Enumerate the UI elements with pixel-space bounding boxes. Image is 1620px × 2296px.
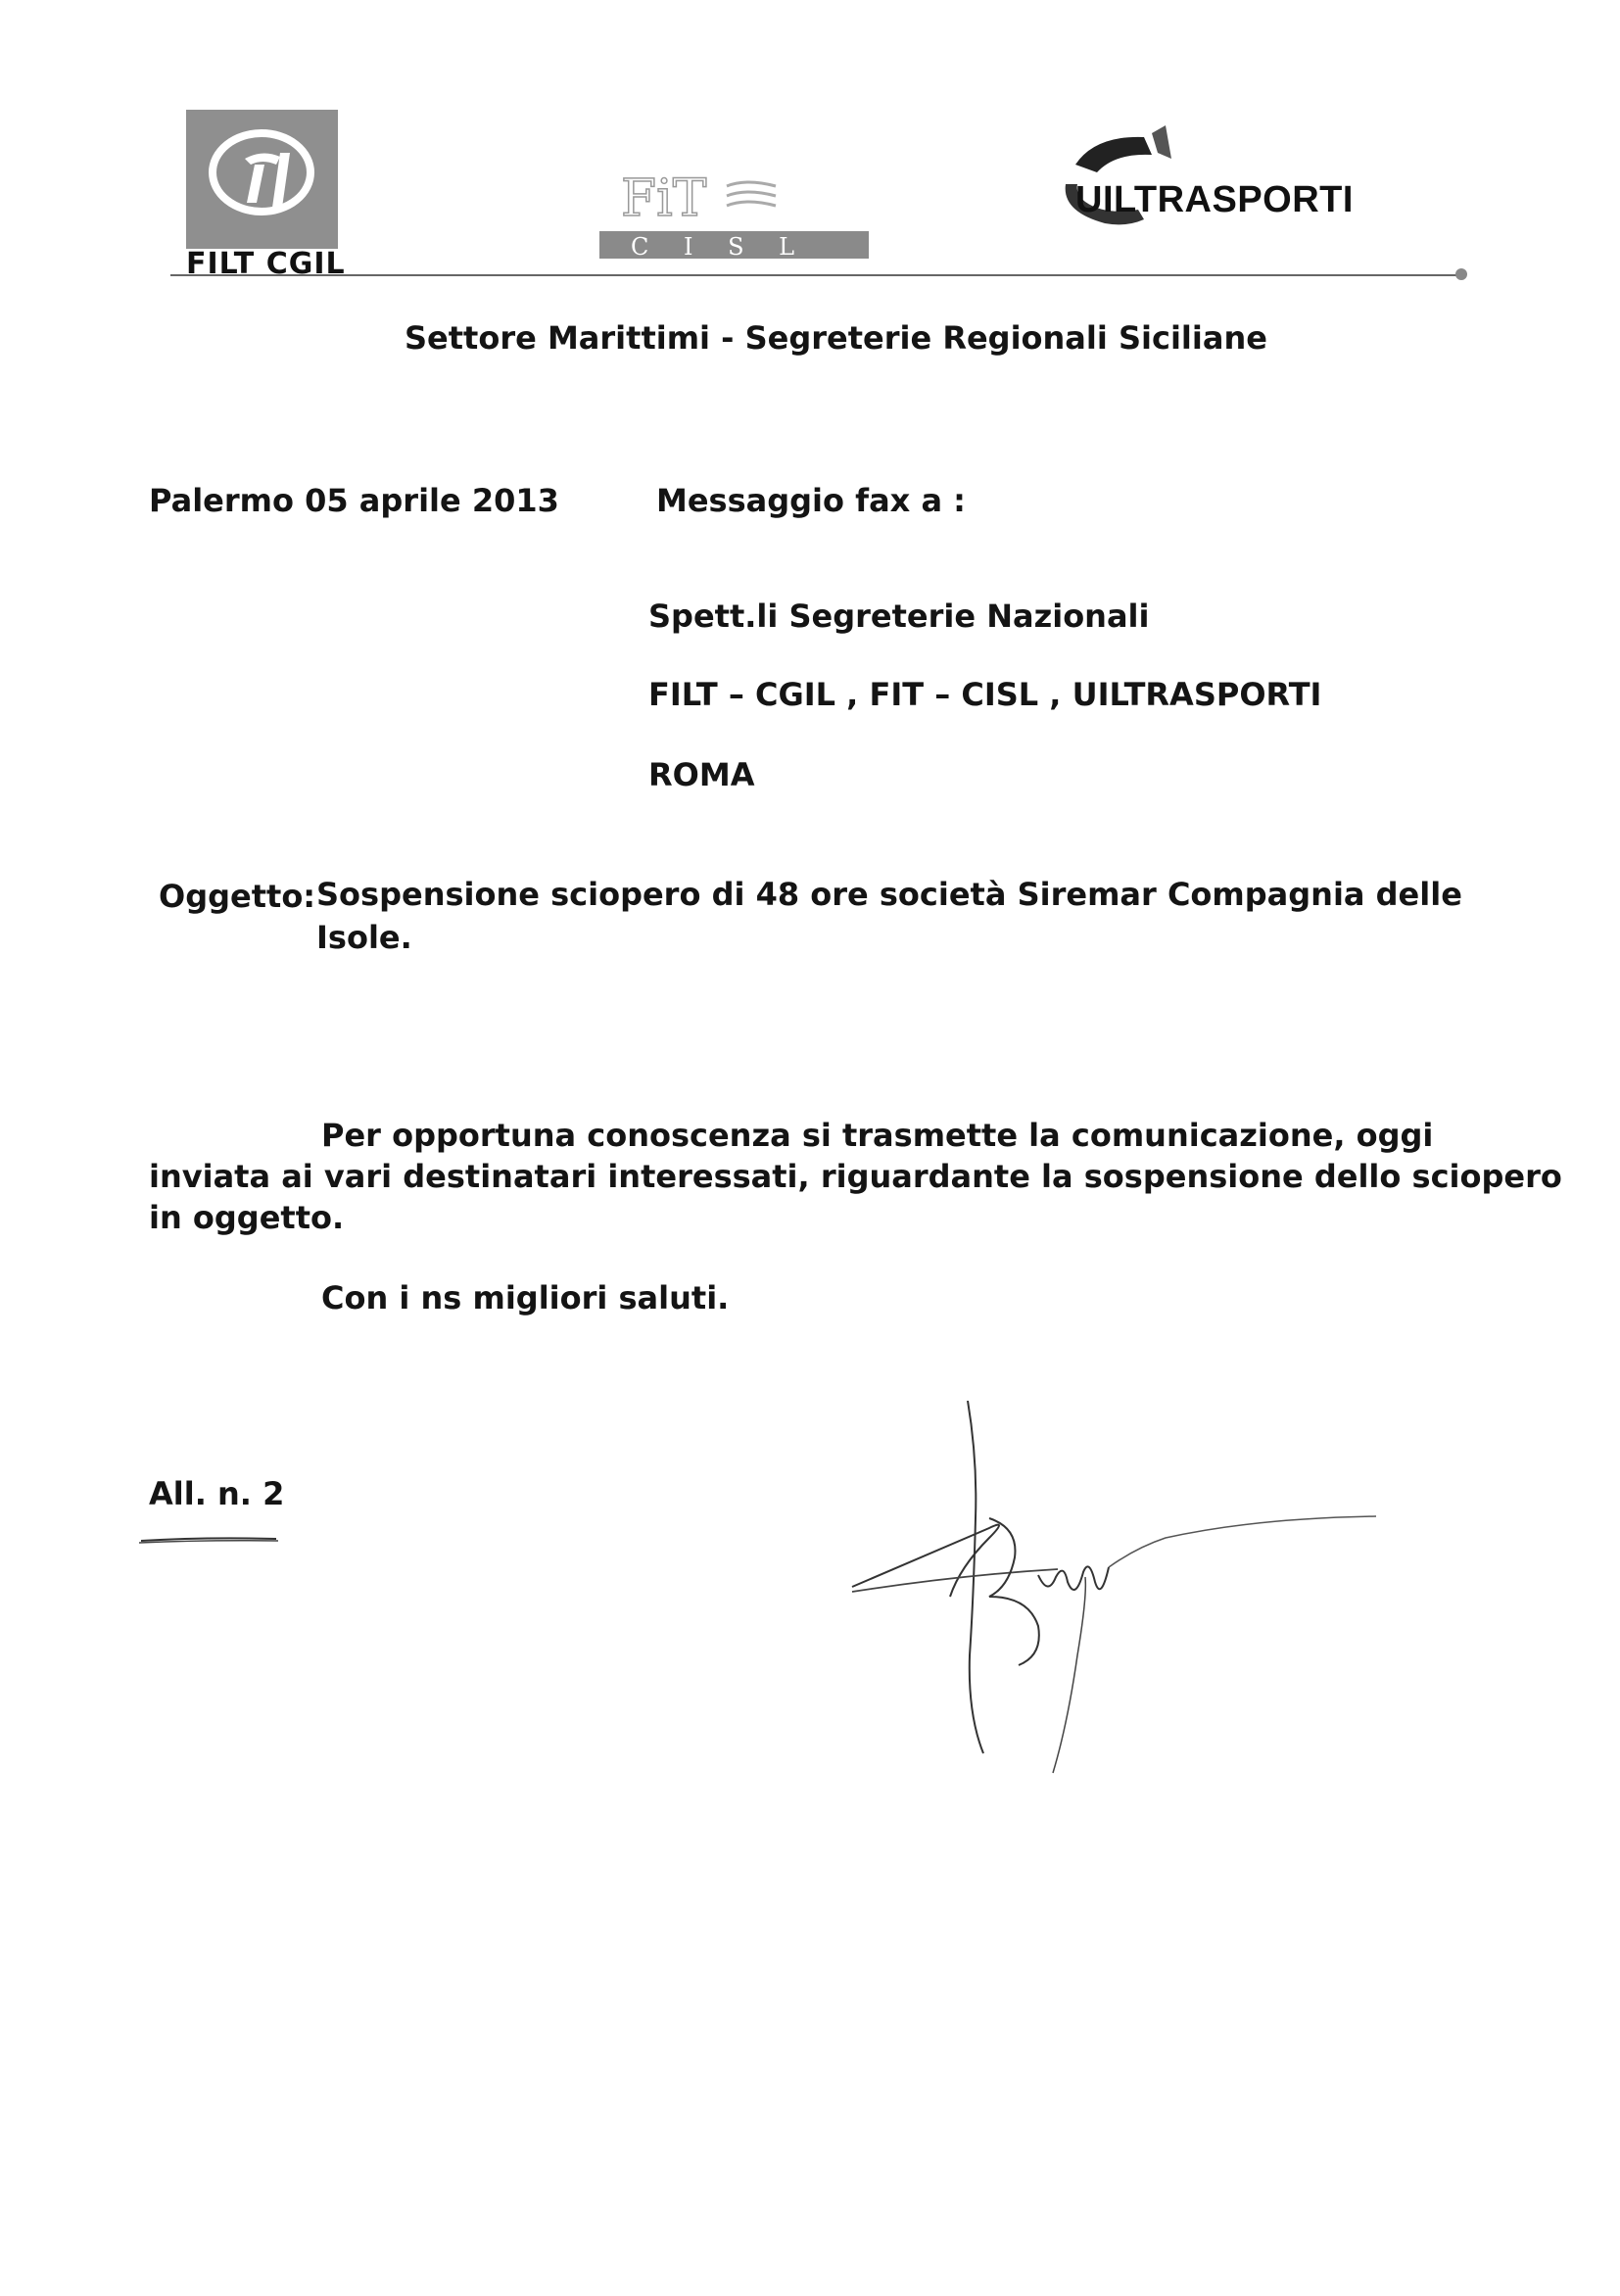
closing-line: Con i ns migliori saluti. [321,1279,730,1316]
place-date: Palermo 05 aprile 2013 [149,482,559,519]
sector-heading: Settore Marittimi - Segreterie Regionali Siciliane [405,319,1267,357]
body-line: in oggetto. [149,1199,345,1236]
fit-logo-text: FiT [621,169,707,228]
filt-cgil-logo-icon [186,110,338,249]
body-line: inviata ai vari destinatari interessati, riguardante la sospensione dello sciopero [149,1158,1562,1195]
recipient-line: FILT – CGIL , FIT – CISL , UILTRASPORTI [648,676,1322,713]
fax-label: Messaggio fax a : [656,482,966,519]
subject-label: Oggetto: [159,878,316,915]
recipient-line: Spett.li Segreterie Nazionali [648,598,1150,635]
subject-text: Sospensione sciopero di 48 ore società Siremar Compagnia delle [316,876,1462,913]
attachment-note: All. n. 2 [149,1475,285,1512]
filt-cgil-label: FILT CGIL [186,247,346,281]
divider-dot [1455,268,1467,280]
header-divider [170,274,1463,276]
uiltrasporti-label: UILTRASPORTI [1075,179,1354,220]
cisl-logo-text: C I S L [631,233,809,259]
handwritten-signature-icon [842,1401,1391,1802]
recipient-line: ROMA [648,756,755,793]
attachment-underline [137,1530,280,1540]
fit-cisl-logo-icon [599,165,874,259]
subject-text: Isole. [316,919,412,956]
body-line: Per opportuna conoscenza si trasmette la comunicazione, oggi [321,1117,1434,1154]
